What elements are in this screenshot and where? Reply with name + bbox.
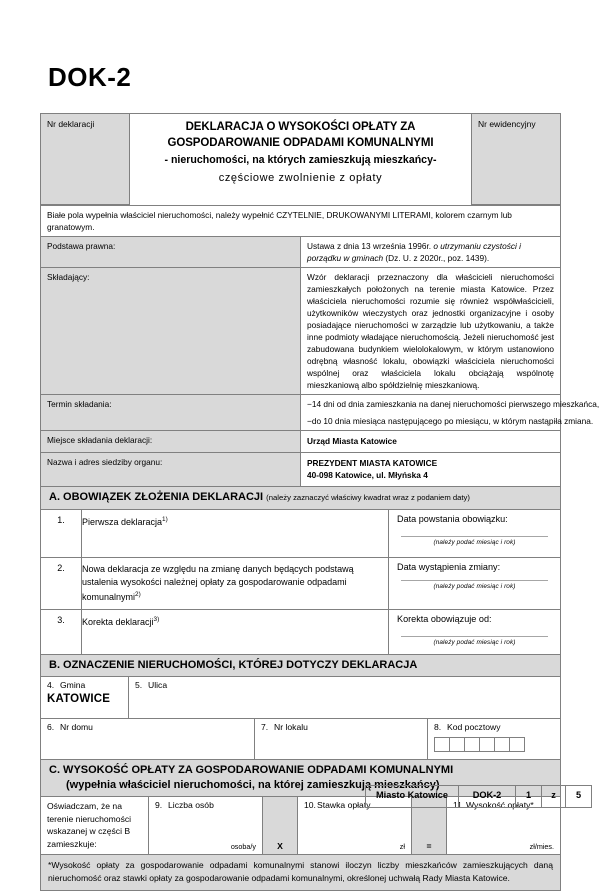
footer-table (365, 785, 592, 811)
footer-form-code: DOK-2 (459, 786, 516, 808)
section-a-row-2 (41, 558, 561, 609)
row-3-option[interactable] (82, 609, 389, 654)
field-stawka-label: Stawka opłaty (317, 800, 371, 811)
field-wysokosc-label: Wysokość opłaty* (466, 800, 534, 811)
field-nr-lokalu-label: Nr lokalu (274, 722, 308, 733)
declaration-number-label: Nr deklaracji (47, 119, 95, 129)
field-nr-domu[interactable] (41, 719, 255, 760)
form-info-table (40, 205, 600, 487)
form-header-table (40, 113, 561, 205)
section-a-subtitle: (należy zaznaczyć właściwy kwadrat wraz z podaniem daty) (266, 493, 470, 503)
field-nr-domu-label: Nr domu (60, 722, 93, 733)
row-1-number: 1. (41, 510, 82, 558)
field-ulica[interactable] (129, 677, 561, 719)
form-title-line-4: częściowe zwolnienie z opłaty (218, 171, 383, 184)
postal-code-cell[interactable] (464, 737, 480, 752)
footer-page-number: 1 (516, 786, 542, 808)
filer-text: Wzór deklaracji przeznaczony dla właścicieli nieruchomości zamieszkałych położonych na terenie miasta Katowice. Przez właściciela nieruchomości rozumie się również współwłaścicieli, użytkowników wieczystych oraz jednostki organizacyjne i osoby posiadające nieruchomości w zarządzie lub użytkowaniu, a także inne podmioty władające nieruchomością. Jeżeli nieruchomość jest zabudowana budynkiem wielolokalowym, w którym ustanowiono odrębną własność lokalu, obowiązki właściciela nieruchomości wspólnej oraz właściciela lokalu obciążają wspólnotę mieszkaniową albo spółdzielnię mieszkaniową. (301, 268, 561, 395)
place-value: Urząd Miasta Katowice (301, 431, 561, 453)
section-a-row-3 (41, 609, 561, 654)
row-1-option[interactable] (82, 510, 389, 558)
row-2-label: Nowa deklaracja ze względu na zmianę danych będących podstawą ustalenia wysokości należnej opłaty za gospodarowanie odpadami komunalnymi (82, 564, 354, 602)
postal-code-cell[interactable] (434, 737, 450, 752)
footer-total-pages: 5 (566, 786, 592, 808)
postal-code-cell[interactable] (509, 737, 525, 752)
instruction-row (41, 206, 561, 237)
section-b-table-row-1 (40, 677, 561, 719)
field-gmina-value: KATOWICE (47, 693, 111, 706)
row-3-date-rule (401, 635, 548, 637)
form-body (40, 113, 600, 891)
row-3-footnote-ref: 3) (153, 615, 160, 623)
row-3-label: Korekta deklaracji (82, 616, 154, 627)
record-number-label: Nr ewidencyjny (478, 119, 536, 129)
section-a-row-1 (41, 510, 561, 558)
postal-code-cells[interactable] (434, 737, 554, 752)
equals-symbol: = (412, 797, 447, 854)
field-stawka-unit: zł (399, 841, 405, 851)
filer-row (41, 268, 561, 395)
field-liczba-osob-number: 9. (155, 800, 163, 811)
row-3-number: 3. (41, 609, 82, 654)
authority-label: Nazwa i adres siedziby organu: (41, 453, 301, 487)
legal-basis-pre: Ustawa z dnia 13 września 1996r. (307, 241, 434, 252)
field-gmina-label: Gmina (60, 680, 86, 691)
field-nr-domu-number: 6. (47, 722, 55, 733)
row-1-label: Pierwsza deklaracja (82, 516, 163, 527)
field-kod-number: 8. (434, 722, 442, 733)
field-ulica-number: 5. (135, 680, 143, 691)
postal-code-cell[interactable] (449, 737, 465, 752)
section-a-title: A. OBOWIĄZEK ZŁOŻENIA DEKLARACJI (49, 491, 264, 504)
legal-basis-row (41, 237, 561, 268)
authority-value (301, 453, 561, 487)
row-2-date-cell[interactable] (389, 558, 561, 609)
section-b-table-row-2 (40, 719, 561, 760)
section-c-title-line-2: (wypełnia właściciel nieruchomości, na której zamieszkują mieszkańcy) (66, 778, 440, 791)
section-a-table (40, 510, 561, 655)
section-a-header (40, 487, 561, 510)
row-2-date-label: Data wystąpienia zmiany: (397, 562, 501, 573)
postal-code-cell[interactable] (479, 737, 495, 752)
section-c-title-line-1: C. WYSOKOŚĆ OPŁATY ZA GOSPODAROWANIE ODPADAMI KOMUNALNYMI (49, 764, 454, 777)
section-b-header (40, 655, 561, 678)
row-3-date-hint: (należy podać miesiąc i rok) (433, 638, 516, 646)
row-1-date-cell[interactable] (389, 510, 561, 558)
row-2-number: 2. (41, 558, 82, 609)
page-footer (365, 785, 592, 811)
row-3-date-cell[interactable] (389, 609, 561, 654)
row-2-date-rule (401, 579, 548, 581)
row-1-date-label: Data powstania obowiązku: (397, 513, 508, 524)
deadline-label: Termin składania: (41, 395, 301, 431)
record-number-box[interactable] (472, 114, 561, 205)
row-2-footnote-ref: 2) (135, 590, 141, 598)
form-title-line-3: - nieruchomości, na których zamieszkują mieszkańcy- (164, 153, 437, 166)
field-liczba-osob-unit: osoba/y (230, 841, 256, 851)
row-1-date-rule (401, 535, 548, 537)
postal-code-cell[interactable] (494, 737, 510, 752)
form-title-line-1: DEKLARACJA O WYSOKOŚCI OPŁATY ZA (185, 121, 416, 133)
field-nr-lokalu[interactable] (255, 719, 428, 760)
declaration-number-box[interactable] (41, 114, 130, 205)
section-c-footnote: *Wysokość opłaty za gospodarowanie odpadami komunalnymi stanowi iloczyn liczby mieszkańców zamieszkujących daną nieruchomość oraz stawki opłaty za gospodarowanie odpadami komunalnymi, określonej uchwałą Rady Miasta Katowice. (41, 854, 561, 890)
field-ulica-label: Ulica (148, 680, 168, 691)
field-liczba-osob-label: Liczba osób (168, 800, 214, 811)
deadline-values (301, 395, 600, 431)
authority-row (41, 453, 561, 487)
section-c-table (40, 797, 561, 890)
legal-basis-label: Podstawa prawna: (41, 237, 301, 268)
field-kod-label: Kod pocztowy (447, 722, 501, 733)
document-code: DOK-2 (48, 62, 132, 92)
field-gmina-number: 4. (47, 680, 55, 691)
section-b-title: B. OZNACZENIE NIERUCHOMOŚCI, KTÓREJ DOTYCZY DEKLARACJA (49, 658, 418, 671)
authority-line-2: 40-098 Katowice, ul. Młyńska 4 (307, 470, 428, 481)
footer-of-label: z (542, 786, 566, 808)
multiply-symbol: X (263, 797, 298, 854)
filer-label: Składający: (41, 268, 301, 395)
deadline-row (41, 395, 561, 431)
form-title-block (130, 114, 472, 205)
place-label: Miejsce składania deklaracji: (41, 431, 301, 453)
field-liczba-osob[interactable] (149, 797, 263, 854)
field-gmina[interactable] (41, 677, 129, 719)
deadline-line-1: −14 dni od dnia zamieszkania na danej nieruchomości pierwszego mieszkańca, (307, 399, 600, 410)
row-1-footnote-ref: 1) (162, 515, 168, 523)
place-row (41, 431, 561, 453)
deadline-line-2: −do 10 dnia miesiąca następującego po miesiącu, w którym nastąpiła zmiana. (307, 416, 594, 427)
declaration-statement: Oświadczam, że na terenie nieruchomości wskazanej w części B zamieszkuje: (41, 797, 149, 854)
field-nr-lokalu-number: 7. (261, 722, 269, 733)
form-title-line-2: GOSPODAROWANIE ODPADAMI KOMUNALNYMI (167, 137, 434, 150)
field-wysokosc-unit: zł/mies. (529, 841, 554, 851)
row-1-date-hint: (należy podać miesiąc i rok) (433, 539, 516, 547)
legal-basis-italic: o utrzymaniu czystości i porządku w gminach (307, 241, 521, 264)
legal-basis-value (301, 237, 561, 268)
row-2-option[interactable] (82, 558, 389, 609)
authority-line-1: PREZYDENT MIASTA KATOWICE (307, 458, 438, 469)
field-wysokosc-number: 11. (453, 800, 465, 811)
field-stawka-number: 10. (304, 800, 316, 811)
field-kod-pocztowy[interactable] (428, 719, 561, 760)
legal-basis-post: (Dz. U. z 2020r., poz. 1439). (383, 253, 490, 264)
footer-city: Miasto Katowice (366, 786, 459, 808)
row-2-date-hint: (należy podać miesiąc i rok) (433, 582, 516, 590)
instruction-note: Białe pola wypełnia właściciel nieruchomości, należy wypełnić CZYTELNIE, DRUKOWANYMI LITERAMI, kolorem czarnym lub granatowym. (41, 206, 561, 237)
row-3-date-label: Korekta obowiązuje od: (397, 613, 492, 624)
